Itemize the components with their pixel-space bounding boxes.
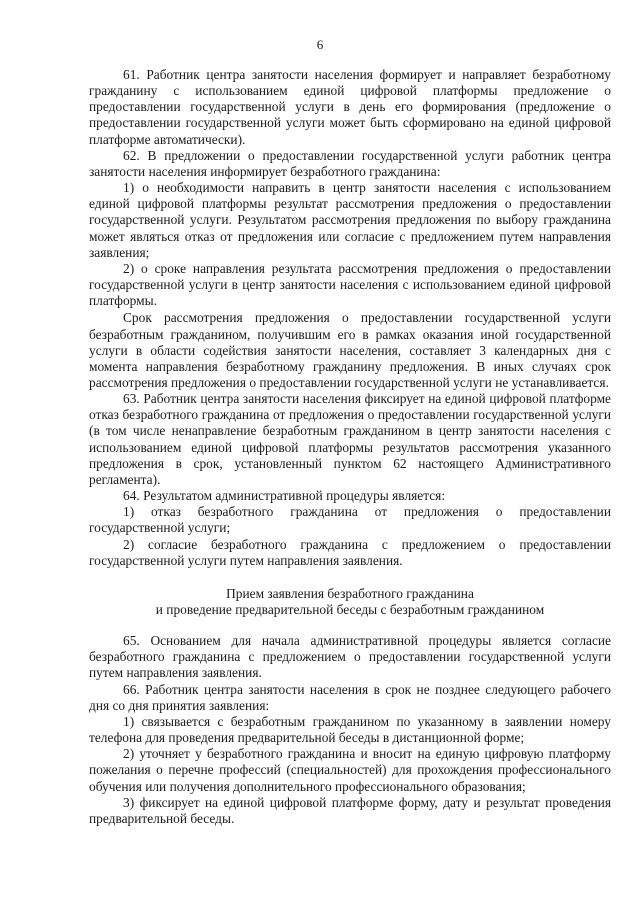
paragraph-66-item-2: 2) уточняет у безработного гражданина и вносит на единую цифровую платформу пожелания о перечне профессий (специальностей) для прохождения профессионального обучения или получения дополнительного профессионального образования; [89, 746, 611, 794]
paragraph-63: 63. Работник центра занятости населения фиксирует на единой цифровой платформе отказ безработного гражданина от предложения о предоставлении государственной услуги (в том числе ненаправление безработным гражданином в центр занятости населения с использованием единой цифровой платформы результатов рассмотрения указанного предложения в срок, установленный пунктом 62 настоящего Административного регламента). [89, 391, 611, 487]
document-body [89, 67, 611, 827]
paragraph-review-term: Срок рассмотрения предложения о предоставлении государственной услуги безработным гражданином, получившим его в рамках оказания иной государственной услуги в области содействия занятости населения, составляет 3 календарных дня с момента направления безработному гражданину предложения. В иных случаях срок рассмотрения предложения о предоставлении государственной услуги не устанавливается. [89, 310, 611, 390]
paragraph-64: 64. Результатом административной процедуры является: [123, 488, 446, 504]
paragraph-66-item-1: 1) связывается с безработным гражданином по указанному в заявлении номеру телефона для проведения предварительной беседы в дистанционной форме; [89, 713, 611, 746]
paragraph-62: 62. В предложении о предоставлении государственной услуги работник центра занятости населения информирует безработного гражданина: [89, 147, 611, 179]
section-heading [89, 586, 611, 618]
paragraph-62-item-2: 2) о сроке направления результата рассмотрения предложения о предоставлении государственной услуги в центр занятости населения с использованием единой цифровой платформы. [89, 260, 611, 309]
paragraph-61: 61. Работник центра занятости населения формирует и направляет безработному гражданину с использованием единой цифровой платформы предложение о предоставлении государственной услуги в день его формирования (предложение о предоставлении государственной услуги может быть сформировано на единой цифровой платформе автоматически). [89, 67, 611, 147]
section-heading-line-1: Прием заявления безработного гражданина [226, 585, 474, 601]
paragraph-62-item-1: 1) о необходимости направить в центр занятости населения с использованием единой цифровой платформы результат рассмотрения предложения о предоставлении государственной услуги. Результатом рассмотрения предложения по выбору гражданина может являться отказ от предложения или согласие с предложением путем направления заявления; [89, 180, 611, 260]
page-number: 6 [316, 37, 324, 52]
paragraph-64-item-2: 2) согласие безработного гражданина с предложением о предоставлении государственной услуги путем направления заявления. [89, 536, 611, 568]
paragraph-66: 66. Работник центра занятости населения в срок не позднее следующего рабочего дня со дня принятия заявления: [89, 681, 611, 713]
paragraph-65: 65. Основанием для начала административной процедуры является согласие безработного гражданина с предложением о предоставлении государственной услуги путем направления заявления. [89, 633, 611, 681]
section-heading-line-2: и проведение предварительной беседы с безработным гражданином [155, 602, 545, 617]
paragraph-64-item-1: 1) отказ безработного гражданина от предложения о предоставлении государственной услуги; [89, 504, 611, 536]
paragraph-66-item-3: 3) фиксирует на единой цифровой платформе форму, дату и результат проведения предварительной беседы. [89, 794, 611, 826]
